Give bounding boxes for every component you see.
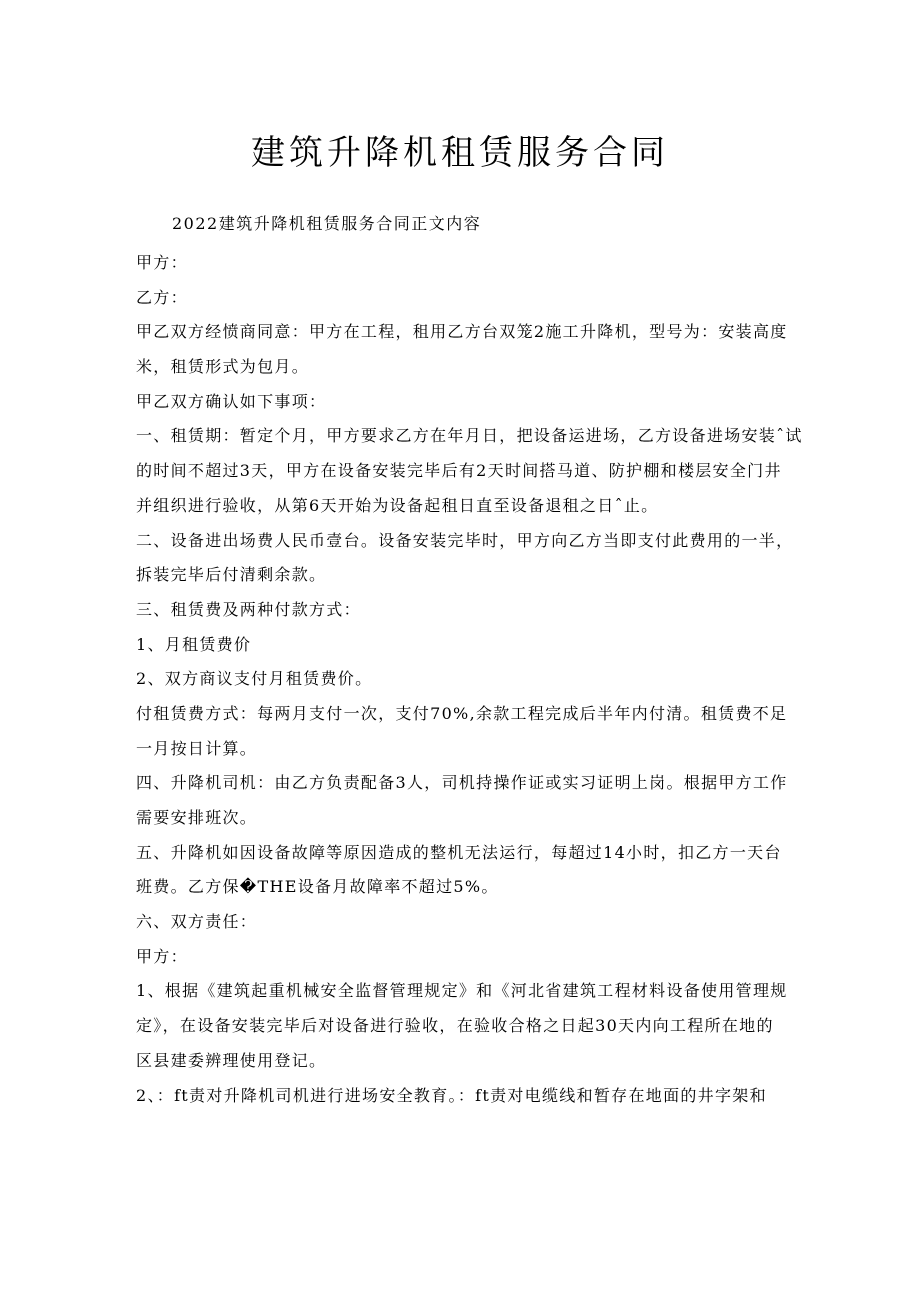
document-body xyxy=(136,246,803,1113)
body-line: 乙方： xyxy=(136,287,188,307)
body-line: 四、升降机司机：由乙方负责配备3人，司机持操作证或实习证明上岗。根据甲方工作 xyxy=(136,773,788,793)
body-line: 一、租赁期：暂定个月，甲方要求乙方在年月日，把设备运进场，乙方设备进场安装ˆ试 xyxy=(136,426,803,446)
body-line: 甲方： xyxy=(136,253,188,272)
body-line: 甲乙双方确认如下事项： xyxy=(136,391,327,411)
body-line: 并组织进行验收，从第6天开始为设备起租日直至设备退租之日ˆ止。 xyxy=(136,495,659,515)
body-line: 定》，在设备安装完毕后对设备进行验收，在验收合格之日起30天内向工程所在地的 xyxy=(136,1016,774,1036)
body-line: 五、升降机如因设备故障等原因造成的整机无法运行，每超过14小时，扣乙方一天台 xyxy=(136,842,782,862)
body-line: 1、月租赁费价 xyxy=(136,634,252,654)
body-line: 1、根据《建筑起重机械安全监督管理规定》和《河北省建筑工程材料设备使用管理规 xyxy=(136,981,788,1001)
body-line: 三、租赁费及两种付款方式： xyxy=(136,599,361,619)
body-line: 2、双方商议支付月租赁费价。 xyxy=(136,669,373,689)
body-line: 拆装完毕后付清剩余款。 xyxy=(136,565,327,585)
body-line: 区县建委辨理使用登记。 xyxy=(136,1050,327,1070)
body-line: 甲乙双方经愤商同意：甲方在工程，租用乙方台双笼2施工升降机，型号为：安装高度 xyxy=(136,322,788,342)
body-line: 米，租赁形式为包月。 xyxy=(136,357,310,377)
body-line: 的时间不超过3天，甲方在设备安装完毕后有2天时间搭马道、防护棚和楼层安全门井 xyxy=(136,461,782,481)
body-line: 二、设备进出场费人民币壹台。设备安装完毕时，甲方向乙方当即支付此费用的一半， xyxy=(136,530,794,550)
document-subtitle: 2022建筑升降机租赁服务合同正文内容 xyxy=(172,214,482,233)
body-line: 付租赁费方式：每两月支付一次，支付70%,余款工程完成后半年内付清。租赁费不足 xyxy=(136,703,788,723)
body-line: 六、双方责任： xyxy=(136,912,258,932)
body-line: 需要安排班次。 xyxy=(136,808,258,827)
body-line: 一月按日计算。 xyxy=(136,738,258,758)
body-line: 2、：ft责对升降机司机进行进场安全教育。：ft责对电缆线和暂存在地面的井字架和 xyxy=(136,1085,767,1105)
document-title: 建筑升降机租赁服务合同 xyxy=(251,133,669,173)
body-line: 班费。乙方保�THE设备月故障率不超过5%。 xyxy=(136,877,499,897)
body-line: 甲方： xyxy=(136,946,188,966)
